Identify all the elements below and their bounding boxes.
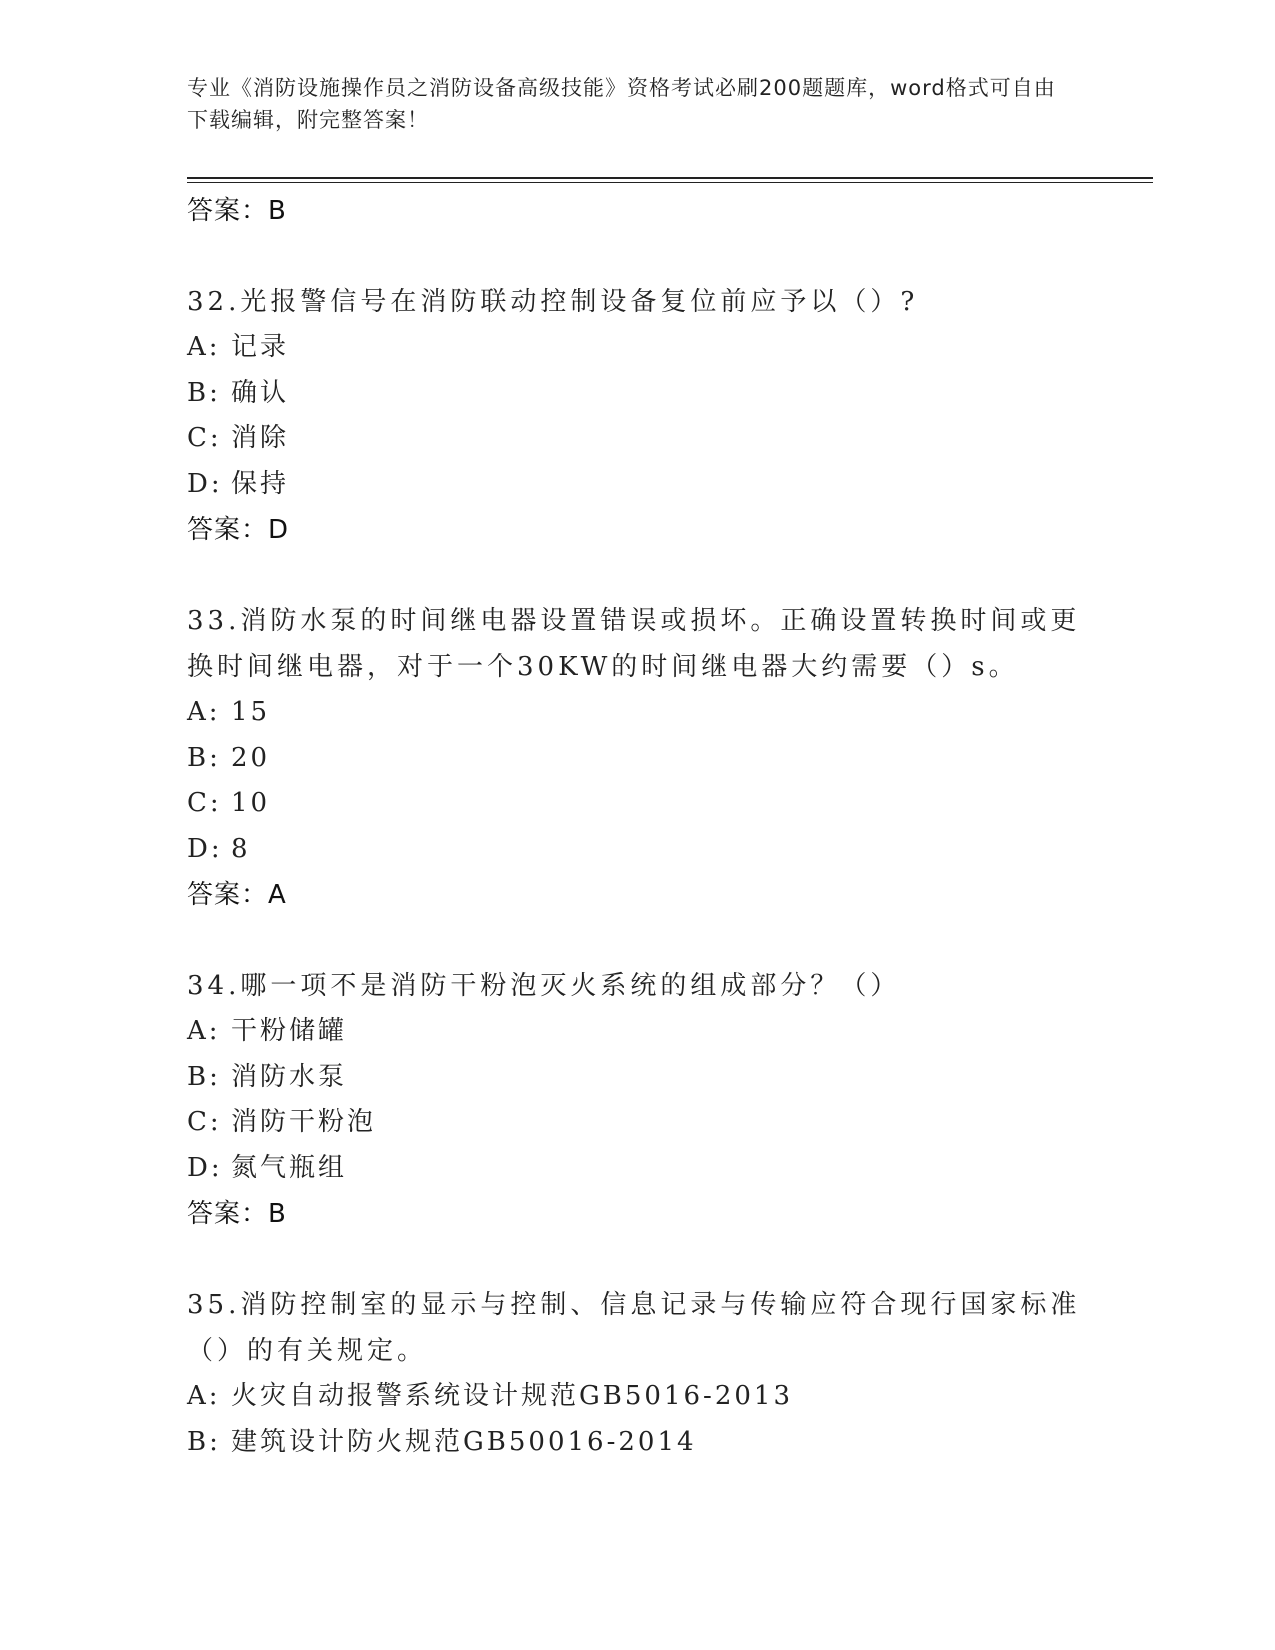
option-text: 保持 [231, 468, 290, 499]
option-b [187, 1420, 1087, 1466]
option-letter: C: [187, 788, 222, 818]
option-b [187, 1055, 1087, 1101]
option-letter: C: [187, 1107, 222, 1137]
answer-label: 答案：A [187, 880, 287, 910]
question-list [187, 188, 1087, 1465]
option-c [187, 416, 1087, 462]
option-text: 干粉储罐 [231, 1016, 348, 1046]
question-text: 33.消防水泵的时间继电器设置错误或损坏。正确设置转换时间或更换时间继电器，对于一个30KW的时间继电器大约需要（）s。 [187, 606, 1081, 682]
option-c [187, 1100, 1087, 1146]
option-d [187, 462, 1087, 508]
option-letter: B: [187, 377, 221, 408]
option-c [187, 781, 1087, 827]
option-letter: D: [187, 833, 223, 864]
option-a [187, 325, 1087, 371]
question-block [187, 1282, 1087, 1465]
option-text: 火灾自动报警系统设计规范GB5016-2013 [231, 1381, 793, 1411]
option-letter: A: [187, 1381, 221, 1411]
option-b [187, 371, 1087, 417]
option-text: 建筑设计防火规范GB50016-2014 [231, 1426, 697, 1457]
option-letter: D: [187, 468, 223, 499]
option-d [187, 827, 1087, 873]
option-a [187, 690, 1087, 736]
answer-label: 答案：B [187, 196, 287, 226]
answer-label: 答案：D [187, 515, 290, 545]
option-text: 氮气瓶组 [231, 1152, 348, 1183]
option-text: 记录 [231, 332, 290, 362]
document-header: 专业《消防设施操作员之消防设备高级技能》资格考试必刷200题题库，word格式可自由下载编辑，附完整答案！ [187, 76, 1056, 132]
option-text: 20 [231, 742, 271, 773]
option-b [187, 736, 1087, 782]
option-text: 15 [231, 697, 271, 727]
question-text: 35.消防控制室的显示与控制、信息记录与传输应符合现行国家标准（）的有关规定。 [187, 1290, 1081, 1366]
option-letter: B: [187, 1426, 221, 1457]
option-letter: A: [187, 332, 221, 362]
option-letter: D: [187, 1152, 223, 1183]
spacer [187, 1237, 1087, 1282]
option-d [187, 1146, 1087, 1192]
option-text: 消防干粉泡 [231, 1107, 377, 1137]
option-letter: B: [187, 1061, 221, 1092]
option-text: 8 [231, 833, 251, 864]
option-text: 消防水泵 [231, 1061, 348, 1092]
spacer [187, 234, 1087, 279]
question-block [187, 963, 1087, 1237]
answer-label: 答案：B [187, 1199, 287, 1229]
question-text: 32.光报警信号在消防联动控制设备复位前应予以（）? [187, 287, 919, 317]
question-block [187, 598, 1087, 918]
header-rule-thin [187, 182, 1153, 183]
spacer [187, 553, 1087, 598]
header-rule-thick [187, 177, 1153, 179]
option-a [187, 1009, 1087, 1055]
option-text: 消除 [231, 423, 290, 453]
spacer [187, 918, 1087, 963]
option-letter: A: [187, 1016, 221, 1046]
option-letter: B: [187, 742, 221, 773]
option-letter: A: [187, 697, 221, 727]
option-a [187, 1374, 1087, 1420]
question-block [187, 279, 1087, 553]
option-text: 确认 [231, 377, 290, 408]
option-letter: C: [187, 423, 222, 453]
question-text: 34.哪一项不是消防干粉泡灭火系统的组成部分？（） [187, 971, 901, 1001]
option-text: 10 [231, 788, 271, 818]
